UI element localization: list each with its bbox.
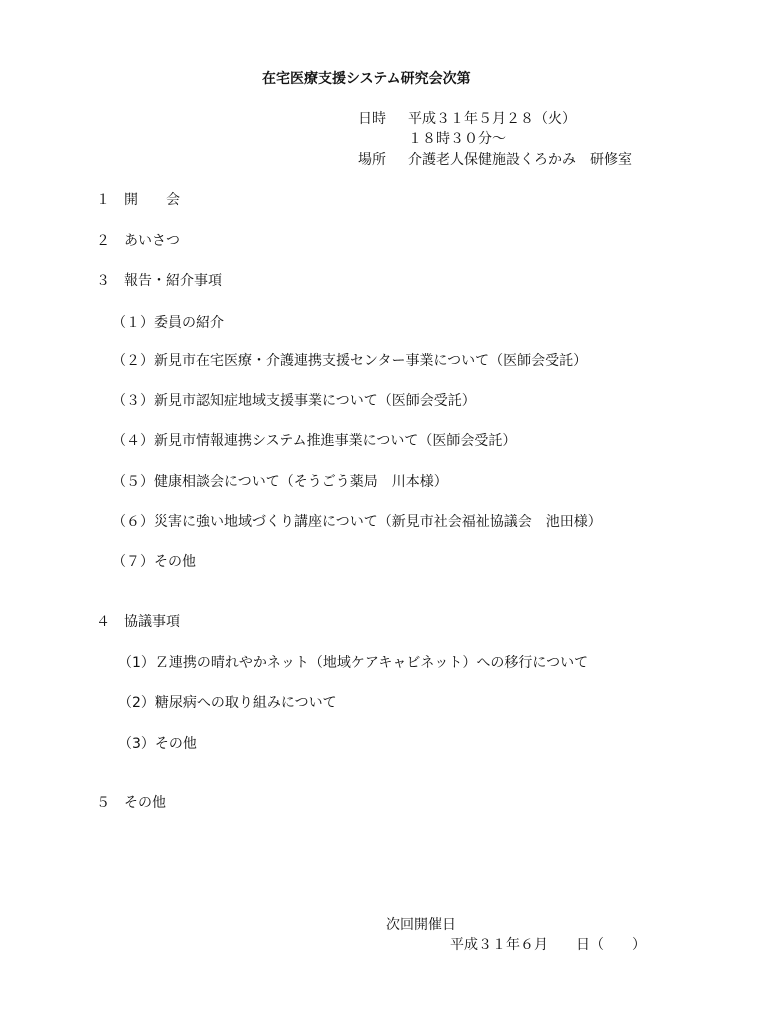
agenda-subitem: （６）災害に強い地域づくり講座について（新見市社会福祉協議会 池田様） (112, 514, 602, 530)
agenda-subitem: （２）新見市在宅医療・介護連携支援センター事業について（医師会受託） (112, 353, 588, 369)
meeting-date (358, 110, 576, 128)
agenda-item-5 (96, 794, 166, 812)
date-label: 日時 (358, 111, 386, 127)
place-label: 場所 (358, 152, 386, 168)
agenda-item-label: 協議事項 (124, 614, 180, 630)
agenda-item-4 (96, 613, 180, 631)
agenda-subitem: （1）Ｚ連携の晴れやかネット（地域ケアキャビネット）への移行について (118, 655, 589, 671)
date-value: 平成３１年５月２８（火） (408, 111, 576, 127)
place-value: 介護老人保健施設くろかみ 研修室 (408, 152, 632, 168)
agenda-item-label: 開 会 (124, 192, 180, 208)
agenda-item-2 (96, 232, 180, 250)
meeting-place (358, 151, 632, 169)
agenda-subitem: （３）新見市認知症地域支援事業について（医師会受託） (112, 393, 476, 409)
agenda-subitem: （４）新見市情報連携システム推進事業について（医師会受託） (112, 433, 517, 449)
agenda-item-number: ５ (96, 795, 110, 811)
agenda-item-label: あいさつ (124, 233, 180, 249)
agenda-subitem: （１）委員の紹介 (112, 315, 224, 331)
agenda-item-3 (96, 272, 222, 290)
agenda-item-number: ４ (96, 614, 110, 630)
agenda-item-number: １ (96, 192, 110, 208)
agenda-item-label: その他 (124, 795, 166, 811)
agenda-subitem: （５）健康相談会について（そうごう薬局 川本様） (112, 474, 448, 490)
agenda-subitem: （７）その他 (112, 554, 196, 570)
agenda-subitem: （2）糖尿病への取り組みについて (118, 695, 337, 711)
agenda-item-number: ２ (96, 233, 110, 249)
agenda-item-number: ３ (96, 273, 110, 289)
next-meeting-label: 次回開催日 (386, 917, 456, 933)
meeting-time: １８時３０分～ (408, 131, 506, 147)
agenda-subitem: （3）その他 (118, 736, 197, 752)
agenda-item-1 (96, 191, 180, 209)
agenda-item-label: 報告・紹介事項 (124, 273, 222, 289)
next-meeting-date: 平成３１年６月 日（ ） (450, 937, 646, 953)
page-title: 在宅医療支援システム研究会次第 (262, 71, 471, 87)
